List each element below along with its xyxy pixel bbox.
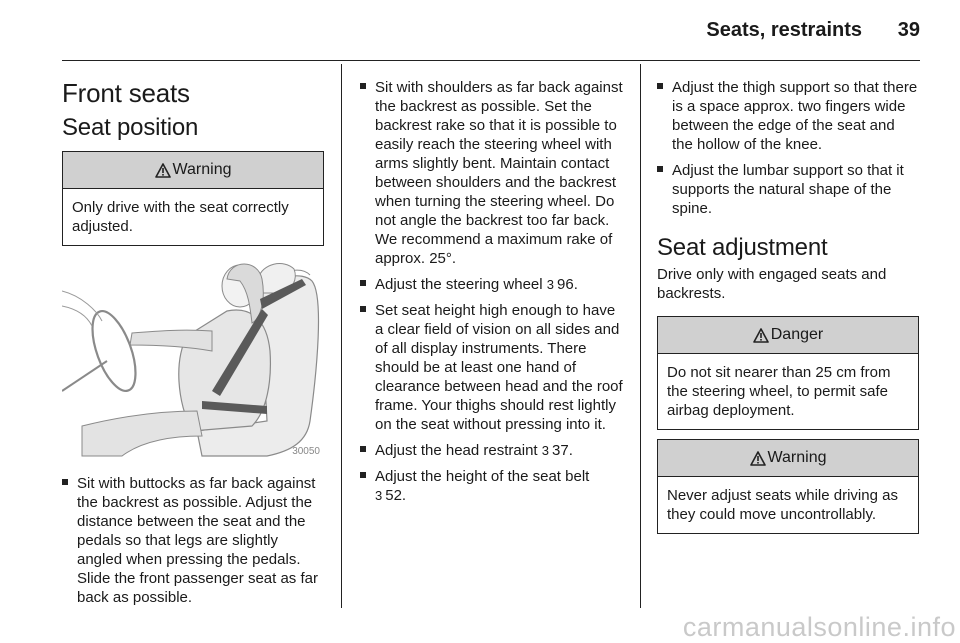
column-2 <box>360 78 624 512</box>
watermark: carmanualsonline.info <box>682 612 956 642</box>
danger-box <box>657 316 919 430</box>
page-ref-icon: 3 <box>375 488 383 503</box>
bullet-icon <box>360 306 366 312</box>
column-divider <box>341 64 342 608</box>
bullet-icon <box>360 472 366 478</box>
list-item-text: Set seat height high enough to have a clear field of vision on all sides and of all display instruments. There should be at least one hand of clearance between head and the roof frame. Your thighs should rest lightly on the seat without pressing into it. <box>375 302 623 433</box>
list-item <box>360 441 624 460</box>
warning-box <box>62 151 324 246</box>
list-item-text: Adjust the lumbar support so that it supports the natural shape of the spine. <box>672 162 904 217</box>
list-item-text: Adjust the head restraint <box>375 442 538 459</box>
list-item-text: Adjust the steering wheel <box>375 276 543 293</box>
warning-triangle-icon <box>155 163 171 178</box>
warning-header <box>63 152 323 189</box>
danger-header <box>658 317 918 354</box>
page-ref-icon: 3 <box>541 443 550 458</box>
page-ref[interactable]: 96. <box>557 276 578 293</box>
warning-title: Warning <box>767 449 827 466</box>
list-item-text: Adjust the height of the seat belt <box>375 468 590 485</box>
danger-body: Do not sit nearer than 25 cm from the steering wheel, to permit safe airbag deployment. <box>667 364 891 419</box>
list-item <box>360 301 624 434</box>
page-header <box>62 0 920 61</box>
heading-seat-adjustment: Seat adjustment <box>657 234 828 261</box>
column-divider <box>640 64 641 608</box>
list-item-text: Sit with shoulders as far back against the backrest as possible. Set the backrest rake so that it is possible to easily reach the steering wheel with arms slightly bent. Maintain contact between shoulders and the backrest when turning the steering wheel. Do not angle the backrest too far back. We recommend a maximum rake of approx. 25°. <box>375 79 623 267</box>
warning-header <box>658 440 918 477</box>
warning-body: Never adjust seats while driving as they could move uncontrollably. <box>667 487 898 523</box>
bullet-icon <box>360 446 366 452</box>
list-item <box>62 474 324 607</box>
warning-body: Only drive with the seat correctly adjusted. <box>72 199 289 235</box>
bullet-icon <box>657 83 663 89</box>
page-number: 39 <box>897 19 920 41</box>
page-ref[interactable]: 37. <box>552 442 573 459</box>
seated-driver-illustration <box>62 251 324 459</box>
warning-triangle-icon <box>753 328 769 343</box>
list-item <box>360 275 624 294</box>
bullet-icon <box>360 83 366 89</box>
page-ref-icon: 3 <box>546 277 555 292</box>
bullet-icon <box>360 280 366 286</box>
heading-seat-position: Seat position <box>62 114 199 141</box>
list-item <box>360 467 624 505</box>
figure-number: 30050 <box>292 446 320 457</box>
seat-position-figure <box>62 251 324 459</box>
page-ref[interactable]: 52. <box>385 487 407 504</box>
warning-box <box>657 439 919 534</box>
danger-title: Danger <box>770 326 824 343</box>
list-item-text: Adjust the thigh support so that there is a space approx. two fingers wide between the edge of the seat and the hollow of the knee. <box>672 79 918 153</box>
bullet-icon <box>657 166 663 172</box>
column-1 <box>62 60 324 246</box>
list-item <box>657 78 919 154</box>
column-1-list <box>62 474 324 614</box>
list-item <box>360 78 624 268</box>
column-3 <box>657 78 919 534</box>
warning-title: Warning <box>172 161 232 178</box>
list-item <box>657 161 919 218</box>
warning-triangle-icon <box>750 451 766 466</box>
bullet-icon <box>62 479 68 485</box>
list-item-text: Sit with buttocks as far back against the backrest as possible. Adjust the distance between the seat and the pedals so that legs are slightly angled when pressing the pedals. Slide the front passenger seat as far back as possible. <box>77 475 318 606</box>
heading-front-seats: Front seats <box>62 78 190 108</box>
section-title: Seats, restraints <box>706 19 862 41</box>
intro-text: Drive only with engaged seats and backrests. <box>657 266 887 302</box>
